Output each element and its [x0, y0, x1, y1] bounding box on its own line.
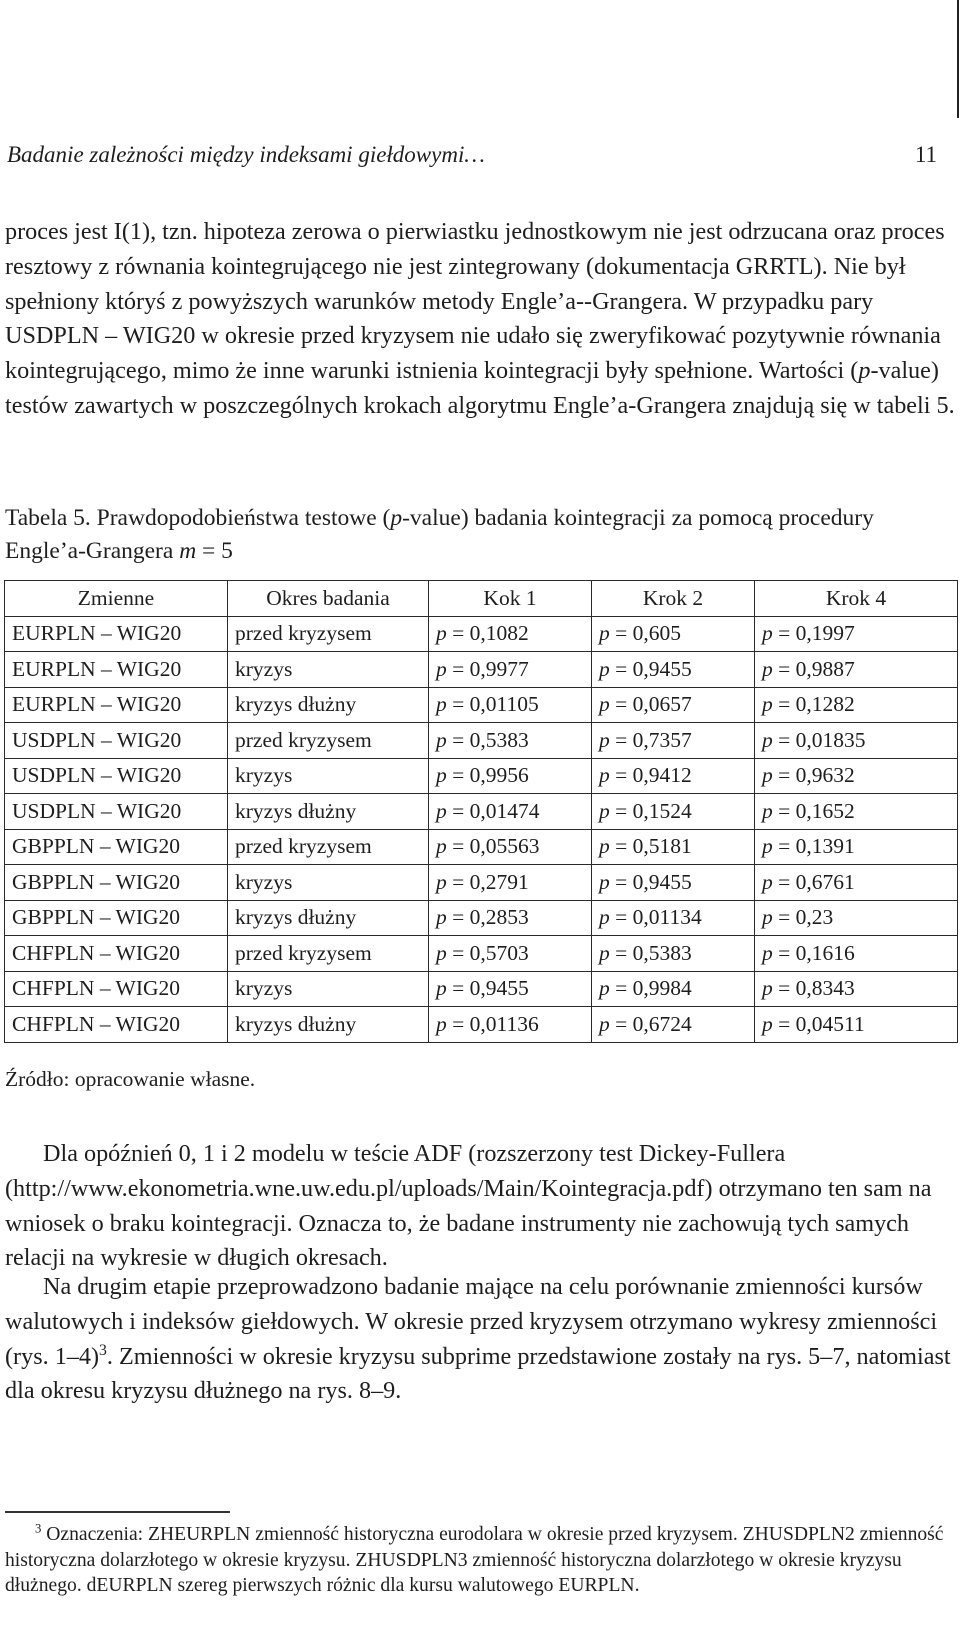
- cell-pvalue: p = 0,01474: [429, 794, 592, 830]
- cell-pvalue: p = 0,9977: [429, 652, 592, 688]
- cell-period: przed kryzysem: [228, 723, 429, 759]
- p-symbol: p: [599, 727, 610, 752]
- column-header: Zmienne: [5, 581, 228, 617]
- p-symbol: p: [762, 940, 773, 965]
- pvalue: 0,6761: [795, 869, 855, 894]
- page-edge-rule: [957, 0, 959, 118]
- pvalue: 0,8343: [795, 976, 855, 1001]
- column-header: Krok 4: [755, 581, 958, 617]
- table-row: [5, 652, 958, 688]
- p-symbol: p: [599, 1011, 610, 1036]
- p-symbol: p: [436, 976, 447, 1001]
- cell-pvalue: p = 0,5383: [429, 723, 592, 759]
- p-symbol: p: [599, 869, 610, 894]
- p-symbol: p: [436, 1011, 447, 1036]
- cell-pvalue: p = 0,1082: [429, 616, 592, 652]
- pvalue: 0,1652: [795, 798, 855, 823]
- cell-variables: USDPLN – WIG20: [5, 794, 228, 830]
- pvalue: 0,1997: [795, 621, 855, 646]
- p-symbol: p: [599, 976, 610, 1001]
- p-symbol: p: [436, 905, 447, 930]
- pvalue: 0,9455: [632, 656, 692, 681]
- pvalue: 0,5383: [632, 940, 692, 965]
- table-row: [5, 794, 958, 830]
- table-row: [5, 723, 958, 759]
- pvalue: 0,1391: [795, 834, 855, 859]
- cell-pvalue: p = 0,9455: [429, 971, 592, 1007]
- pvalue: 0,01105: [469, 692, 539, 717]
- table-row: [5, 829, 958, 865]
- cell-pvalue: p = 0,6761: [755, 865, 958, 901]
- pvalue: 0,9887: [795, 656, 855, 681]
- cell-period: kryzys: [228, 971, 429, 1007]
- page-number: 11: [914, 142, 937, 167]
- pvalue: 0,1524: [632, 798, 692, 823]
- cell-period: kryzys: [228, 865, 429, 901]
- pvalue: 0,2853: [469, 905, 529, 930]
- p-symbol: p: [436, 869, 447, 894]
- table-source: Źródło: opracowanie własne.: [5, 1067, 256, 1091]
- p-symbol: p: [436, 692, 447, 717]
- table-row: [5, 687, 958, 723]
- cell-pvalue: p = 0,1391: [755, 829, 958, 865]
- cell-pvalue: p = 0,1616: [755, 936, 958, 972]
- cell-variables: EURPLN – WIG20: [5, 616, 228, 652]
- column-header: Kok 1: [429, 581, 592, 617]
- cell-variables: USDPLN – WIG20: [5, 723, 228, 759]
- p-symbol: p: [599, 798, 610, 823]
- cell-pvalue: p = 0,5703: [429, 936, 592, 972]
- p-symbol: p: [762, 798, 773, 823]
- cell-pvalue: p = 0,23: [755, 900, 958, 936]
- pvalue: 0,1082: [469, 621, 529, 646]
- cell-variables: GBPPLN – WIG20: [5, 829, 228, 865]
- cell-pvalue: p = 0,9412: [592, 758, 755, 794]
- cell-period: kryzys dłużny: [228, 900, 429, 936]
- cell-pvalue: p = 0,01136: [429, 1007, 592, 1043]
- cell-pvalue: p = 0,2853: [429, 900, 592, 936]
- paragraph-1: proces jest I(1), tzn. hipoteza zerowa o pierwiastku jednostkowym nie jest odrzucana oraz proces resztowy z równania kointegrującego nie jest zintegrowany (dokumentacja GRRTL). Nie był spełniony któryś z powyższych warunków metody Engle’a--Grangera. W przypadku pary USDPLN – WIG20 w okresie przed kryzysem nie udało się zweryfikować pozytywnie równania kointegrującego, mimo że inne warunki istnienia kointegracji były spełnione. Wartości (p-value) testów zawartych w poszczególnych krokach algorytmu Engle’a-Grangera znajdują się w tabeli 5.: [5, 218, 955, 419]
- cell-period: przed kryzysem: [228, 616, 429, 652]
- pvalue: 0,01134: [632, 905, 702, 930]
- table-row: [5, 936, 958, 972]
- p-symbol: p: [762, 692, 773, 717]
- pvalue: 0,0657: [632, 692, 692, 717]
- table-row: [5, 616, 958, 652]
- cell-pvalue: p = 0,7357: [592, 723, 755, 759]
- cell-variables: EURPLN – WIG20: [5, 687, 228, 723]
- pvalue: 0,5181: [632, 834, 692, 859]
- pvalue: 0,05563: [469, 834, 540, 859]
- pvalue: 0,5383: [469, 727, 529, 752]
- p-symbol: p: [436, 727, 447, 752]
- table-row: [5, 1007, 958, 1043]
- p-symbol: p: [436, 834, 447, 859]
- pvalue: 0,9632: [795, 763, 855, 788]
- column-header: Okres badania: [228, 581, 429, 617]
- cell-pvalue: p = 0,9455: [592, 865, 755, 901]
- p-symbol: p: [599, 656, 610, 681]
- cell-pvalue: p = 0,1524: [592, 794, 755, 830]
- table-row: [5, 971, 958, 1007]
- footnote-ref: 3: [99, 1341, 107, 1359]
- pvalue: 0,01835: [795, 727, 866, 752]
- pvalue: 0,605: [632, 621, 682, 646]
- pvalue: 0,1282: [795, 692, 855, 717]
- running-title: Badanie zależności między indeksami giełdowymi…: [7, 142, 485, 167]
- p-symbol: p: [599, 692, 610, 717]
- cell-pvalue: p = 0,01134: [592, 900, 755, 936]
- footnote-rule: [5, 1511, 230, 1513]
- cell-pvalue: p = 0,5383: [592, 936, 755, 972]
- cell-period: przed kryzysem: [228, 936, 429, 972]
- cell-pvalue: p = 0,9455: [592, 652, 755, 688]
- paragraph-2: Dla opóźnień 0, 1 i 2 modelu w teście ADF (rozszerzony test Dickey-Fullera (http://www.ekonometria.wne.uw.edu.pl/uploads/Main/Kointegracja.pdf) otrzymano ten sam na wniosek o braku kointegracji. Oznacza to, że badane instrumenty nie zachowują tych samych relacji na wykresie w długich okresach.: [5, 1140, 932, 1272]
- cell-pvalue: p = 0,1997: [755, 616, 958, 652]
- p-symbol: p: [436, 656, 447, 681]
- cell-pvalue: p = 0,01105: [429, 687, 592, 723]
- p-symbol: p: [599, 621, 610, 646]
- cell-pvalue: p = 0,9956: [429, 758, 592, 794]
- p-symbol: p: [599, 905, 610, 930]
- cell-pvalue: p = 0,9887: [755, 652, 958, 688]
- cell-pvalue: p = 0,2791: [429, 865, 592, 901]
- p-symbol: p: [762, 869, 773, 894]
- cell-variables: GBPPLN – WIG20: [5, 865, 228, 901]
- cell-period: kryzys dłużny: [228, 687, 429, 723]
- running-header: [7, 142, 937, 182]
- pvalue: 0,9455: [469, 976, 529, 1001]
- p-symbol: p: [599, 763, 610, 788]
- p-symbol: p: [762, 1011, 773, 1036]
- cell-period: kryzys dłużny: [228, 794, 429, 830]
- pvalue: 0,9412: [632, 763, 692, 788]
- cell-pvalue: p = 0,605: [592, 616, 755, 652]
- p-symbol: p: [436, 798, 447, 823]
- cell-period: kryzys dłużny: [228, 1007, 429, 1043]
- p-symbol: p: [762, 905, 773, 930]
- cell-period: kryzys: [228, 758, 429, 794]
- cell-pvalue: p = 0,9632: [755, 758, 958, 794]
- cell-pvalue: p = 0,6724: [592, 1007, 755, 1043]
- table-caption: Tabela 5. Prawdopodobieństwa testowe (p-value) badania kointegracji za pomocą procedury Engle’a-Grangera m = 5: [5, 505, 874, 564]
- p-symbol: p: [762, 834, 773, 859]
- table-row: [5, 865, 958, 901]
- p-symbol: p: [599, 940, 610, 965]
- p-symbol: p: [436, 763, 447, 788]
- pvalue: 0,01474: [469, 798, 540, 823]
- p-symbol: p: [436, 621, 447, 646]
- p-symbol: p: [762, 656, 773, 681]
- cell-pvalue: p = 0,1652: [755, 794, 958, 830]
- column-header: Krok 2: [592, 581, 755, 617]
- cell-pvalue: p = 0,05563: [429, 829, 592, 865]
- cell-pvalue: p = 0,04511: [755, 1007, 958, 1043]
- cell-variables: CHFPLN – WIG20: [5, 1007, 228, 1043]
- p-symbol: p: [762, 763, 773, 788]
- pvalue: 0,6724: [632, 1011, 692, 1036]
- table-header-row: [5, 581, 958, 617]
- pvalue: 0,04511: [795, 1011, 865, 1036]
- pvalue: 0,9984: [632, 976, 692, 1001]
- pvalue: 0,01136: [469, 1011, 539, 1036]
- p-symbol: p: [762, 727, 773, 752]
- cell-variables: USDPLN – WIG20: [5, 758, 228, 794]
- cell-pvalue: p = 0,1282: [755, 687, 958, 723]
- pvalue: 0,7357: [632, 727, 692, 752]
- cell-variables: GBPPLN – WIG20: [5, 900, 228, 936]
- p-symbol: p: [762, 976, 773, 1001]
- pvalue: 0,5703: [469, 940, 529, 965]
- table-row: [5, 758, 958, 794]
- p-symbol: p: [436, 940, 447, 965]
- cell-period: kryzys: [228, 652, 429, 688]
- pvalue: 0,23: [795, 905, 834, 930]
- pvalue: 0,9977: [469, 656, 529, 681]
- pvalue: 0,9455: [632, 869, 692, 894]
- pvalue: 0,1616: [795, 940, 855, 965]
- cell-pvalue: p = 0,01835: [755, 723, 958, 759]
- pvalue: 0,9956: [469, 763, 529, 788]
- p-symbol: p: [762, 621, 773, 646]
- cell-period: przed kryzysem: [228, 829, 429, 865]
- cell-pvalue: p = 0,0657: [592, 687, 755, 723]
- cell-pvalue: p = 0,5181: [592, 829, 755, 865]
- cell-variables: EURPLN – WIG20: [5, 652, 228, 688]
- cell-variables: CHFPLN – WIG20: [5, 936, 228, 972]
- cell-pvalue: p = 0,9984: [592, 971, 755, 1007]
- cointegration-table: [4, 580, 958, 1043]
- footnote: $^3$ Oznaczenia: ZHEURPLN zmienność historyczna eurodolara w okresie przed kryzysem. ZHUSDPLN2 zmienność historyczna dolarzłotego w okresie kryzysu. ZHUSDPLN3 zmienność historyczna dolarzłotego w okresie kryzysu dłużnego. dEURPLN szereg pierwszych różnic dla kursu walutowego EURPLN.: [5, 1521, 944, 1597]
- footnote-number: 3: [35, 1521, 42, 1536]
- p-symbol: p: [599, 834, 610, 859]
- paragraph-3: Na drugim etapie przeprowadzono badanie mające na celu porównanie zmienności kursów walutowych i indeksów giełdowych. W okresie przed kryzysem otrzymano wykresy zmienności (rys. 1–4)$^3$. Zmienności w okresie kryzysu subprime przedstawione zostały na rys. 5–7, natomiast dla okresu kryzysu dłużnego na rys. 8–9.: [5, 1273, 951, 1405]
- cell-pvalue: p = 0,8343: [755, 971, 958, 1007]
- pvalue: 0,2791: [469, 869, 529, 894]
- table-row: [5, 900, 958, 936]
- cell-variables: CHFPLN – WIG20: [5, 971, 228, 1007]
